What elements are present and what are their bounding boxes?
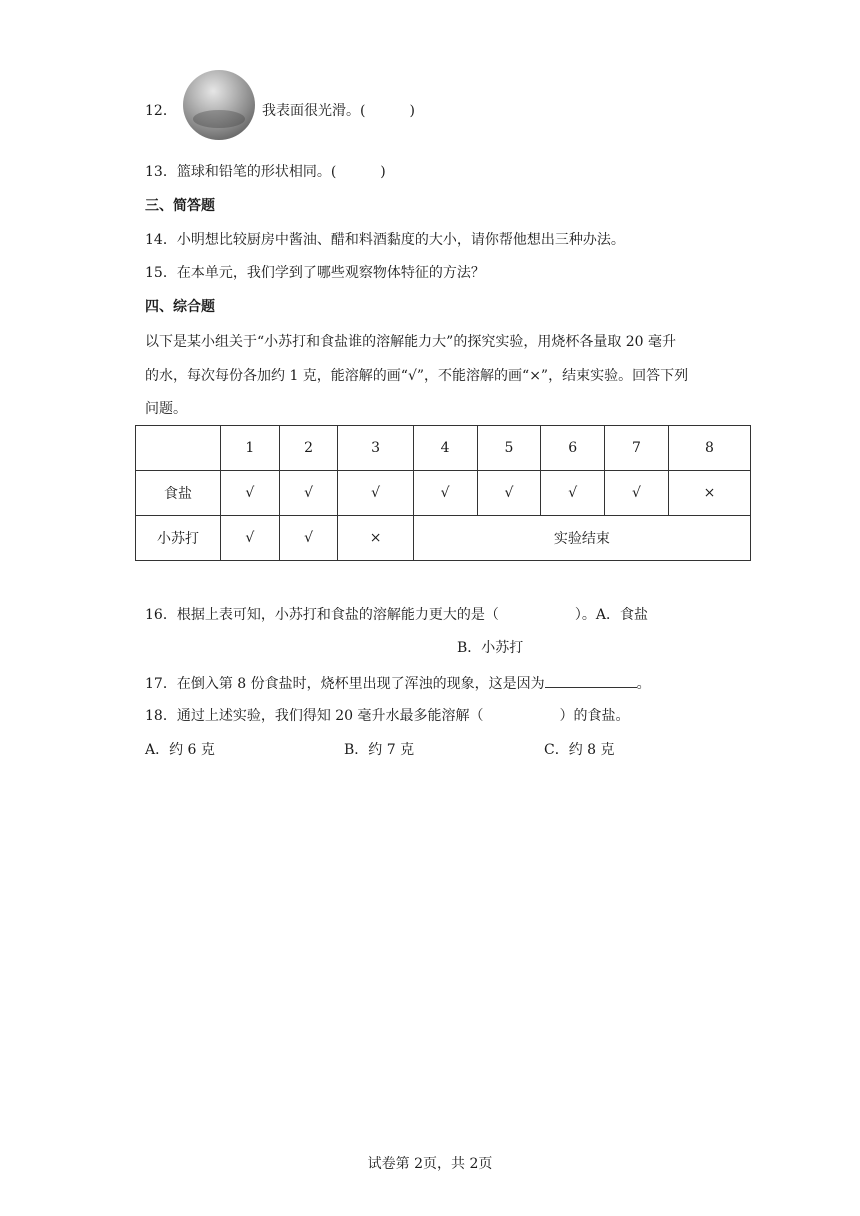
table-cell: √ [221, 516, 280, 561]
q18-option-b: B．约 7 克 [344, 742, 415, 758]
question-13: 13．篮球和铅笔的形状相同。( ) [145, 164, 386, 180]
table-header-cell: 8 [668, 426, 750, 471]
question-14: 14．小明想比较厨房中酱油、醋和料酒黏度的大小，请你帮他想出三种办法。 [145, 232, 625, 248]
table-cell: √ [605, 471, 669, 516]
table-cell: √ [279, 471, 338, 516]
question-15: 15．在本单元，我们学到了哪些观察物体特征的方法？ [145, 265, 485, 281]
question-16-option-b: B．小苏打 [457, 640, 524, 656]
answer-blank [545, 673, 637, 688]
table-cell: √ [279, 516, 338, 561]
table-header-cell: 4 [413, 426, 477, 471]
table-cell: √ [338, 471, 413, 516]
q18-option-a: A．约 6 克 [145, 742, 215, 758]
table-header-cell [136, 426, 221, 471]
question-17: 17．在倒入第 8 份食盐时，烧杯里出现了浑浊的现象，这是因为 。 [145, 673, 651, 694]
q18-option-c: C．约 8 克 [544, 742, 615, 758]
row-label: 食盐 [136, 471, 221, 516]
experiment-table [135, 425, 751, 561]
table-row-baking-soda [136, 516, 751, 561]
table-header-cell: 5 [477, 426, 541, 471]
table-cell: × [338, 516, 413, 561]
table-cell: √ [477, 471, 541, 516]
section-heading-short-answer: 三、简答题 [145, 198, 215, 214]
question-18: 18．通过上述实验，我们得知 20 毫升水最多能溶解（ ）的食盐。 [145, 708, 630, 724]
glass-ball-image [183, 70, 255, 140]
table-cell: √ [221, 471, 280, 516]
table-cell: √ [541, 471, 605, 516]
question-number: 12． [145, 103, 177, 119]
table-header-cell: 7 [605, 426, 669, 471]
intro-line-2: 的水，每次每份各加约 1 克，能溶解的画“√”，不能溶解的画“×”，结束实验。回答下列 [145, 368, 689, 384]
intro-line-1: 以下是某小组关于“小苏打和食盐谁的溶解能力大”的探究实验，用烧杯各量取 20 毫升 [145, 334, 677, 350]
intro-line-3: 问题。 [145, 401, 187, 417]
question-12 [145, 101, 177, 121]
experiment-end-cell: 实验结束 [413, 516, 750, 561]
table-cell: √ [413, 471, 477, 516]
table-header-row [136, 426, 751, 471]
table-header-cell: 3 [338, 426, 413, 471]
page-footer: 试卷第 2页，共 2页 [367, 1156, 493, 1172]
row-label: 小苏打 [136, 516, 221, 561]
question-16: 16．根据上表可知，小苏打和食盐的溶解能力更大的是（ ）。A．食盐 [145, 607, 648, 623]
table-row-salt [136, 471, 751, 516]
table-header-cell: 6 [541, 426, 605, 471]
table-cell: × [668, 471, 750, 516]
question-12-text: 我表面很光滑。( ) [262, 103, 415, 119]
table-header-cell: 1 [221, 426, 280, 471]
section-heading-comprehensive: 四、综合题 [145, 299, 215, 315]
table-header-cell: 2 [279, 426, 338, 471]
